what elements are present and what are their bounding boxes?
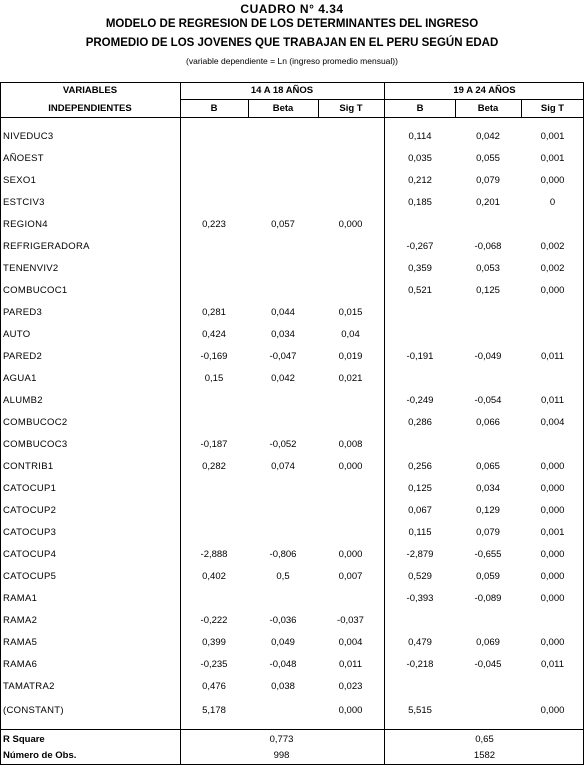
beta-19-24: 0,129	[476, 505, 500, 516]
beta-19-24: 0,059	[476, 571, 500, 582]
sig-19-24: 0,000	[540, 175, 565, 186]
b-19-24: 0,185	[408, 197, 432, 208]
header-group-14-18: 14 A 18 AÑOS	[250, 85, 314, 96]
sig-14-18: 0,008	[338, 439, 363, 450]
beta-14-18: -0,052	[269, 439, 297, 450]
beta-14-18: 0,057	[271, 219, 295, 230]
beta-14-18: 0,074	[271, 461, 295, 472]
beta-19-24: -0,054	[474, 395, 502, 406]
b-14-18: 0,402	[202, 571, 226, 582]
sig-19-24: 0,000	[540, 505, 565, 516]
header-group-19-24: 19 A 24 AÑOS	[453, 85, 516, 96]
header-b-1: B	[210, 103, 218, 114]
variable-name: ALUMB2	[3, 395, 43, 406]
beta-19-24: 0,201	[476, 197, 500, 208]
header-independientes: INDEPENDIENTES	[48, 103, 132, 114]
b-14-18: 5,178	[202, 705, 226, 716]
header-b-2: B	[416, 103, 424, 114]
table-row	[0, 615, 584, 635]
sig-19-24: 0,000	[540, 593, 565, 604]
sig-14-18: 0,004	[338, 637, 363, 648]
variable-name: CATOCUP1	[3, 483, 57, 494]
rsquare-row	[0, 734, 584, 748]
b-19-24: 0,359	[408, 263, 432, 274]
table-row	[0, 681, 584, 701]
variable-name: AGUA1	[3, 373, 37, 384]
b-19-24: 0,286	[408, 417, 432, 428]
b-14-18: 0,223	[202, 219, 226, 230]
variable-name: ESTCIV3	[3, 197, 45, 208]
table-row	[0, 351, 584, 371]
sig-14-18: 0,000	[338, 705, 363, 716]
b-19-24: -0,218	[406, 659, 434, 670]
table-row	[0, 637, 584, 657]
table-row	[0, 263, 584, 283]
sig-14-18: 0,04	[341, 329, 360, 340]
b-14-18: 0,282	[202, 461, 226, 472]
sig-19-24: 0,011	[540, 395, 565, 406]
sig-14-18: 0,011	[338, 659, 363, 670]
table-row	[0, 373, 584, 393]
table-row	[0, 549, 584, 569]
header-sig-1: Sig T	[339, 103, 363, 114]
sig-19-24: 0,011	[540, 351, 565, 362]
sig-19-24: 0,002	[540, 241, 565, 252]
b-19-24: 0,521	[408, 285, 432, 296]
beta-19-24: 0,065	[476, 461, 500, 472]
b-19-24: 0,479	[408, 637, 432, 648]
beta-14-18: 0,038	[271, 681, 295, 692]
table-row	[0, 131, 584, 151]
table-row	[0, 417, 584, 437]
header-bottom-rule	[0, 117, 584, 118]
b-19-24: 0,256	[408, 461, 432, 472]
table-row	[0, 197, 584, 217]
variable-name: AÑOEST	[3, 153, 44, 164]
table-title-line-2: MODELO DE REGRESION DE LOS DETERMINANTES DEL INGRESO	[105, 18, 479, 30]
b-14-18: -0,187	[200, 439, 228, 450]
variable-name: AUTO	[3, 329, 31, 340]
beta-19-24: 0,055	[476, 153, 500, 164]
b-19-24: 0,114	[408, 131, 432, 142]
table-title-line-3: PROMEDIO DE LOS JOVENES QUE TRABAJAN EN EL PERU SEGÚN EDAD	[85, 37, 499, 49]
footer-rule	[0, 729, 584, 730]
b-19-24: -0,249	[406, 395, 434, 406]
variable-name: CATOCUP4	[3, 549, 57, 560]
beta-14-18: -0,036	[269, 615, 297, 626]
variable-name: SEXO1	[3, 175, 37, 186]
sig-14-18: 0,021	[338, 373, 363, 384]
sig-19-24: 0,000	[540, 483, 565, 494]
variable-name: COMBUCOC1	[3, 285, 68, 296]
sig-14-18: 0,023	[338, 681, 363, 692]
sig-19-24: 0,000	[540, 705, 565, 716]
variable-name: CATOCUP5	[3, 571, 57, 582]
beta-19-24: -0,049	[474, 351, 502, 362]
rsquare-14-18: 0,773	[269, 734, 294, 745]
nobs-label: Número de Obs.	[3, 750, 77, 761]
b-19-24: 0,035	[408, 153, 432, 164]
beta-19-24: 0,053	[476, 263, 500, 274]
variable-name: RAMA6	[3, 659, 38, 670]
rsquare-19-24: 0,65	[475, 734, 494, 745]
table-row	[0, 307, 584, 327]
sig-14-18: 0,000	[338, 549, 363, 560]
group-underline-1	[180, 99, 384, 100]
beta-19-24: -0,089	[474, 593, 502, 604]
variable-name: COMBUCOC2	[3, 417, 68, 428]
b-19-24: -0,267	[406, 241, 434, 252]
table-row	[0, 395, 584, 415]
b-14-18: -0,235	[200, 659, 228, 670]
beta-14-18: 0,049	[271, 637, 295, 648]
sig-19-24: 0,011	[540, 659, 565, 670]
variable-name: NIVEDUC3	[3, 131, 54, 142]
table-row	[0, 705, 584, 725]
beta-19-24: -0,655	[474, 549, 502, 560]
variable-name: RAMA5	[3, 637, 38, 648]
beta-19-24: 0,079	[476, 527, 500, 538]
variable-name: REFRIGERADORA	[3, 241, 90, 252]
b-14-18: 0,15	[204, 373, 224, 384]
beta-19-24: 0,125	[476, 285, 500, 296]
table-row	[0, 527, 584, 547]
sig-14-18: -0,037	[337, 615, 364, 626]
b-14-18: -0,169	[200, 351, 228, 362]
table-row	[0, 153, 584, 173]
sig-19-24: 0,000	[540, 285, 565, 296]
sig-19-24: 0,002	[540, 263, 565, 274]
beta-19-24: 0,079	[476, 175, 500, 186]
variable-name: (CONSTANT)	[3, 705, 64, 716]
variable-name: CATOCUP2	[3, 505, 57, 516]
beta-14-18: 0,044	[271, 307, 295, 318]
beta-14-18: 0,034	[271, 329, 295, 340]
beta-19-24: -0,045	[474, 659, 502, 670]
beta-19-24: 0,066	[476, 417, 500, 428]
beta-14-18: -0,806	[269, 549, 297, 560]
b-19-24: 0,115	[408, 527, 432, 538]
table-note: (variable dependiente = Ln (ingreso promedio mensual))	[186, 56, 398, 66]
b-19-24: -0,191	[406, 351, 434, 362]
beta-19-24: 0,042	[476, 131, 500, 142]
table-row	[0, 219, 584, 239]
b-19-24: 5,515	[408, 705, 432, 716]
b-14-18: -0,222	[200, 615, 228, 626]
variable-name: PARED3	[3, 307, 43, 318]
group-underline-2	[385, 99, 584, 100]
variable-name: CATOCUP3	[3, 527, 57, 538]
beta-19-24: 0,034	[476, 483, 500, 494]
table-row	[0, 483, 584, 503]
header-variables: VARIABLES	[62, 85, 118, 96]
sig-19-24: 0,000	[540, 571, 565, 582]
table-title: CUADRO N° 4.34	[240, 2, 344, 16]
variable-name: CONTRIB1	[3, 461, 54, 472]
table-row	[0, 461, 584, 481]
table-row	[0, 505, 584, 525]
variable-name: RAMA2	[3, 615, 38, 626]
variable-name: REGION4	[3, 219, 48, 230]
sig-19-24: 0	[549, 197, 556, 208]
table-row	[0, 329, 584, 349]
sig-19-24: 0,000	[540, 549, 565, 560]
sig-14-18: 0,000	[338, 461, 363, 472]
sig-14-18: 0,007	[338, 571, 363, 582]
b-19-24: -0,393	[406, 593, 434, 604]
beta-14-18: 0,042	[271, 373, 295, 384]
b-14-18: 0,476	[202, 681, 226, 692]
sig-14-18: 0,019	[338, 351, 363, 362]
nobs-row	[0, 750, 584, 764]
variable-name: PARED2	[3, 351, 43, 362]
table-row	[0, 593, 584, 613]
variable-name: RAMA1	[3, 593, 38, 604]
b-14-18: 0,424	[202, 329, 226, 340]
header-top-rule	[0, 82, 584, 83]
table-row	[0, 241, 584, 261]
variable-name: TAMATRA2	[3, 681, 55, 692]
variable-name: TENENVIV2	[3, 263, 59, 274]
header-beta-2: Beta	[477, 103, 499, 114]
table-row	[0, 571, 584, 591]
b-14-18: -2,888	[200, 549, 228, 560]
sig-19-24: 0,001	[540, 153, 565, 164]
nobs-14-18: 998	[273, 750, 290, 761]
sig-19-24: 0,001	[540, 131, 565, 142]
table-row	[0, 285, 584, 305]
b-14-18: 0,399	[202, 637, 226, 648]
table-row	[0, 659, 584, 679]
sig-14-18: 0,015	[338, 307, 363, 318]
beta-19-24: -0,068	[474, 241, 502, 252]
sig-19-24: 0,000	[540, 461, 565, 472]
beta-14-18: 0,5	[276, 571, 290, 582]
variable-name: COMBUCOC3	[3, 439, 68, 450]
header-sig-2: Sig T	[540, 103, 565, 114]
table-row	[0, 439, 584, 459]
b-19-24: 0,212	[408, 175, 432, 186]
b-14-18: 0,281	[202, 307, 226, 318]
beta-14-18: -0,047	[269, 351, 297, 362]
sig-19-24: 0,000	[540, 637, 565, 648]
beta-14-18: -0,048	[269, 659, 297, 670]
nobs-19-24: 1582	[473, 750, 496, 761]
beta-19-24: 0,069	[476, 637, 500, 648]
rsquare-label: R Square	[3, 734, 45, 745]
sig-19-24: 0,001	[540, 527, 565, 538]
header-beta-1: Beta	[272, 103, 294, 114]
table-row	[0, 175, 584, 195]
sig-19-24: 0,004	[540, 417, 565, 428]
b-19-24: 0,125	[408, 483, 432, 494]
b-19-24: -2,879	[406, 549, 434, 560]
b-19-24: 0,529	[408, 571, 432, 582]
sig-14-18: 0,000	[338, 219, 363, 230]
b-19-24: 0,067	[408, 505, 432, 516]
